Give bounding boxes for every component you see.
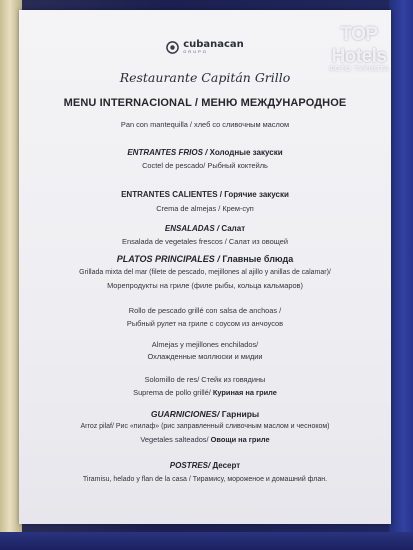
section-heading-guarniciones: GUARNICIONES/ Гарниры [150, 409, 260, 419]
section-heading-entrantes-calientes: ENTRANTES CALIENTES / Горячие закуски [121, 190, 289, 199]
menu-item: Rollo de pescado grillé con salsa de anchoas / [128, 306, 282, 315]
menu-item: Solomillo de res/ Стейк из говядины [144, 375, 266, 384]
menu-item: Tiramisu, helado y flan de la casa / Тирамису, мороженое и домашний флан. [82, 476, 328, 483]
menu-item: Grillada mixta del mar (filete de pescado, mejillones al ajillo y anillas de calamar)/ [79, 269, 331, 276]
logo-sub: GRUPO [183, 49, 208, 54]
menu-item: Морепродукты на гриле (филе рыбы, кольца кальмаров) [107, 281, 303, 290]
menu-subtitle: MENU INTERNACIONAL / МЕНЮ МЕЖДУНАРОДНОЕ [63, 97, 347, 109]
menu-item: Almejas y mejillones enchilados/ [151, 340, 259, 349]
watermark-logo-text: TOP Hotels [331, 24, 387, 67]
menu-item: Охлажденные моллюски и мидии [147, 352, 263, 361]
menu-item: Vegetales salteados/ Овощи на гриле [140, 435, 270, 444]
menu-item: Coctel de pescado/ Рыбный коктейль [142, 161, 268, 170]
section-heading-postres: POSTRES/ Десерт [169, 461, 241, 470]
menu-item: Crema de almejas / Крем-суп [156, 204, 254, 213]
menu-item: Рыбный рулет на гриле с соусом из анчоусов [126, 319, 284, 328]
cubanacan-logo [19, 40, 391, 54]
section-heading-ensaladas: ENSALADAS / Салат [164, 224, 246, 233]
section-heading-platos-principales: PLATOS PRINCIPALES / Главные блюда [116, 254, 294, 264]
cubanacan-logo-icon [166, 41, 179, 54]
menu-item: Ensalada de vegetales frescos / Салат из овощей [122, 237, 288, 246]
restaurant-title: Restaurante Capitán Grillo [119, 70, 291, 85]
bread-item: Pan con mantequilla / хлеб со сливочным маслом [120, 120, 290, 129]
menu-folder-right-edge [389, 0, 413, 550]
logo-name: cubanacan [183, 39, 244, 50]
menu-item: Suprema de pollo grillé/ Куриная на гриле [133, 388, 277, 397]
menu-sheet [19, 10, 391, 524]
section-heading-entrantes-frios: ENTRANTES FRIOS / Холодные закуски [127, 148, 283, 157]
menu-item: Arroz pilaf/ Рис «пилаф» (рис заправленный сливочным маслом и чесноком) [80, 423, 330, 430]
watermark-caption: ФОТО ТУРИСТА [328, 66, 390, 73]
menu-folder-bottom-edge [0, 532, 413, 550]
